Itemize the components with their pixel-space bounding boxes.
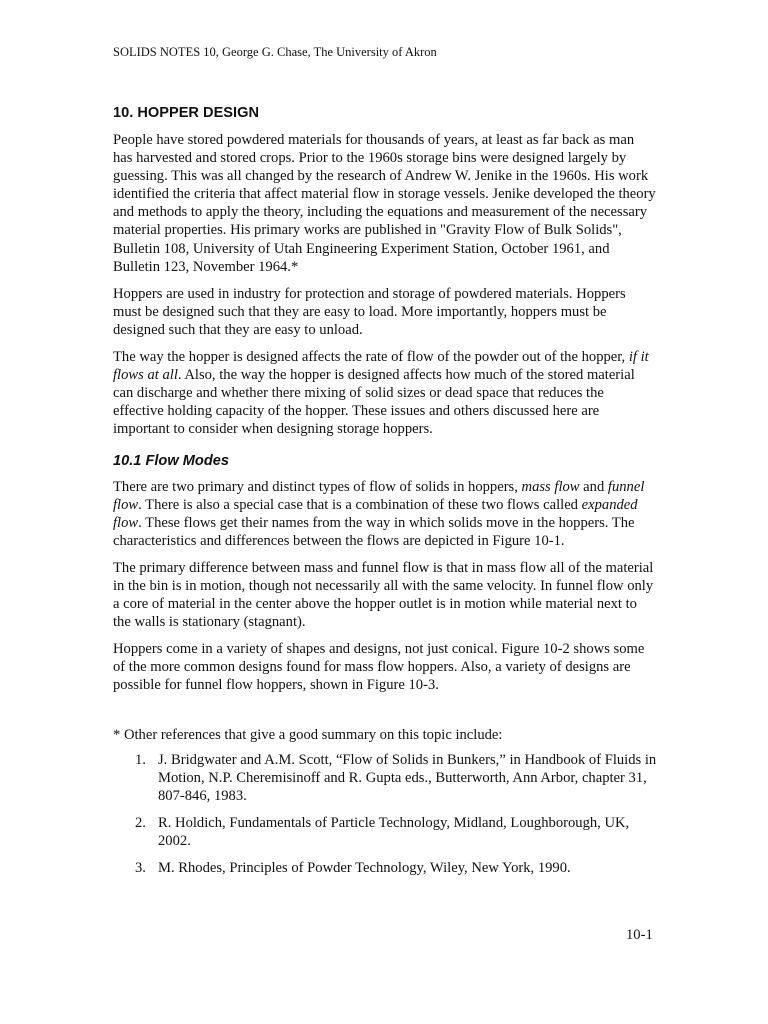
footnote-intro: * Other references that give a good summary on this topic include: bbox=[113, 726, 503, 743]
paragraph-mass-vs-funnel: The primary difference between mass and funnel flow is that in mass flow all of the material in the bin is in motion, though not necessarily all with the same velocity. In funnel flow only a core of material in the center above the hopper outlet is in motion while material next to the walls is stationary (stagnant). bbox=[113, 559, 654, 631]
reference-list bbox=[113, 751, 657, 878]
reference-text: M. Rhodes, Principles of Powder Technology, Wiley, New York, 1990. bbox=[158, 860, 571, 877]
reference-number: 2. bbox=[135, 814, 146, 831]
italic-run: mass flow bbox=[521, 478, 580, 495]
page-number: 10-1 bbox=[626, 927, 653, 943]
text-run: . There is also a special case that is a combination of these two flows called bbox=[138, 496, 582, 513]
reference-item bbox=[135, 751, 657, 805]
paragraph-flow-types bbox=[113, 478, 657, 550]
italic-run: expanded flow bbox=[113, 496, 638, 531]
running-header: SOLIDS NOTES 10, George G. Chase, The University of Akron bbox=[113, 45, 437, 59]
reference-item bbox=[135, 814, 657, 850]
text-run: There are two primary and distinct types of flow of solids in hoppers, bbox=[113, 478, 522, 495]
italic-run: if it flows at all bbox=[113, 349, 649, 384]
text-run: . Also, the way the hopper is designed affects how much of the stored material can discharge and whether there mixing of solid sizes or dead space that reduces the effective holding capacity of the hopper. These issues and others discussed here are important to consider when designing storage hoppers. bbox=[113, 367, 635, 438]
italic-run: funnel flow bbox=[113, 478, 645, 513]
text-run: . These flows get their names from the way in which solids move in the hoppers. The characteristics and differences between the flows are depicted in Figure 10-1. bbox=[113, 514, 635, 549]
paragraph-hopper-design-effects bbox=[113, 348, 657, 438]
page-content bbox=[113, 104, 657, 886]
reference-number: 3. bbox=[135, 860, 146, 877]
subsection-heading: 10.1 Flow Modes bbox=[113, 452, 229, 469]
paragraph-history: People have stored powdered materials for thousands of years, at least as far back as man has harvested and stored crops. Prior to the 1960s storage bins were designed largely by guessing. This was all changed by the research of Andrew W. Jenike in the 1960s. His work identified the criteria that affect material flow in storage vessels. Jenike developed the theory and methods to apply the theory, including the equations and measurement of the necessary material properties. His primary works are published in "Gravity Flow of Bulk Solids", Bulletin 108, University of Utah Engineering Experiment Station, October 1961, and Bulletin 123, November 1964.* bbox=[113, 132, 656, 275]
section-heading: 10. HOPPER DESIGN bbox=[113, 105, 259, 121]
paragraph-hopper-uses: Hoppers are used in industry for protection and storage of powdered materials. Hoppers must be designed such that they are easy to load. More importantly, hoppers must be designed such that they are easy to unload. bbox=[113, 285, 626, 338]
text-run: and bbox=[579, 478, 608, 495]
reference-number: 1. bbox=[135, 751, 146, 768]
paragraph-hopper-shapes: Hoppers come in a variety of shapes and designs, not just conical. Figure 10-2 shows some of the more common designs found for mass flow hoppers. Also, a variety of designs are possible for funnel flow hoppers, shown in Figure 10-3. bbox=[113, 641, 645, 694]
reference-item bbox=[135, 859, 657, 877]
text-run: The way the hopper is designed affects the rate of flow of the powder out of the hopper, bbox=[113, 349, 629, 366]
reference-text: R. Holdich, Fundamentals of Particle Technology, Midland, Loughborough, UK, 2002. bbox=[158, 814, 630, 849]
reference-text: J. Bridgwater and A.M. Scott, “Flow of Solids in Bunkers,” in Handbook of Fluids in Motion, N.P. Cheremisinoff and R. Gupta eds., Butterworth, Ann Arbor, chapter 31, 807-846, 1983. bbox=[158, 751, 657, 804]
